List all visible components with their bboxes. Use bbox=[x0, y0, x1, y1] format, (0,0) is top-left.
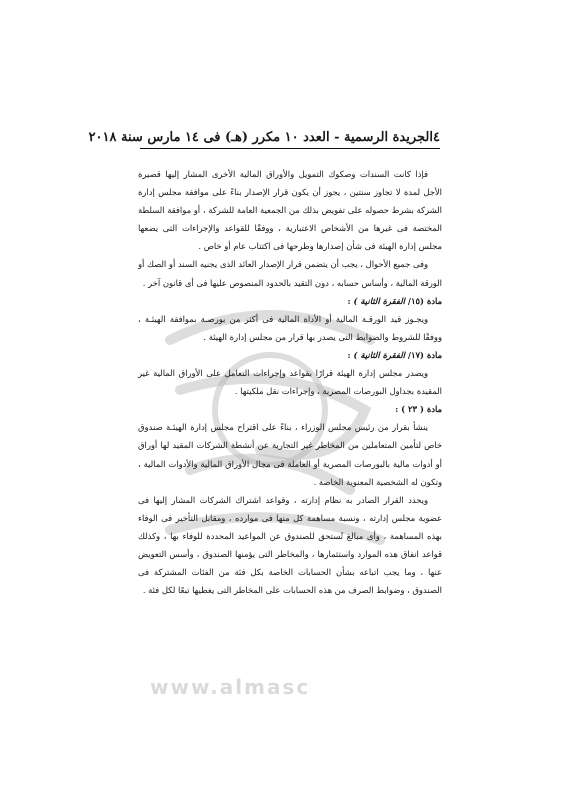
paragraph: ينشأ بقرار من رئيس مجلس الوزراء ، بناءً على اقتراح مجلس إدارة الهيئـة صندوق خاص لتأمين المتعاملين من المخاطر غير التجارية عن أنشطة الشركات المقيد لها أوراق أو أدوات مالية بالبورصات المصرية أو العاملة فى مجال الأوراق المالية والأدوات المالية ، وتكون له الشخصية المعنوية الخاصة . bbox=[138, 422, 442, 487]
article-heading bbox=[138, 292, 442, 310]
paragraph: وفى جميع الأحوال ، يجب أن يتضمن قرار الإصدار العائد الذى يجنيه السند أو الصك أو الورقة المالية ، وأساس حسابه ، دون التقيد بالحدود المنصوص عليها فى أى قانون آخر . bbox=[138, 259, 442, 288]
paragraph: ويجـوز قيد الورقـة المالية أو الأداة المالية فى أكثر من بورصـة بموافقة الهيئـة ، ووفقًا للشروط والضوابط التى يصدر بها قرار من مجلس إدارة الهيئة . bbox=[138, 313, 442, 342]
document-body bbox=[138, 165, 442, 599]
article-heading bbox=[138, 346, 442, 364]
watermark-url: www.almasc bbox=[150, 675, 311, 699]
article-clause: الفقرة الثانية ) bbox=[353, 295, 408, 306]
article-number: مادة (١٥/ bbox=[407, 295, 442, 306]
paragraph: فإذا كانت السندات وصكوك التمويل والأوراق المالية الأخرى المشار إليها قصيرة الأجل لمدة لا تجاوز سنتين ، يجوز أن يكون قرار الإصدار بناءً على موافقة مجلس إدارة الشركة بشرط حصوله على تفويض بذلك من الجمعية العامة للشركة ، أو موافقة السلطة المختصة فى غيرها من الأشخاص الاعتبارية ، ووفقًا للقواعد والإجراءات التى يضعها مجلس إدارة الهيئة فى شأن إصدارها وطرحها فى اكتتاب عام أو خاص . bbox=[138, 169, 442, 252]
paragraph: ويحدد القرار الصادر به نظام إدارته ، وقواعد اشتراك الشركات المشار إليها فى عضوية مجلس إدارته ، ونسبة مساهمة كل منها فى موارده ، ومقابل التأخير فى الوفاء بهذه المساهمة ، وأى مبالغ تُستحق للصندوق عن المواعيد المحددة للوفاء بها ، وكذلك قواعد انفاق هذه الموارد واستثمارها ، والمخاطر التى يؤمنها الصندوق ، وأسس التعويض عنها ، وما يجب اتباعه بشأن الحسابات الخاصة بكل فئة من الفئات المشتركة فى الصندوق ، وضوابط الصرف من هذه الحسابات على المخاطر التى يغطيها تبعًا لكل فئة . bbox=[138, 494, 442, 596]
gazette-header-title: الجريدة الرسمية - العدد ١٠ مكرر (هـ) فى ١٤ مارس سنة ٢٠١٨ bbox=[88, 130, 434, 145]
article-number: مادة (١٧/ bbox=[407, 349, 442, 360]
heading-colon: : bbox=[347, 295, 354, 306]
article-clause: الفقرة الثانية ) bbox=[353, 349, 408, 360]
paragraph: ويصدر مجلس إدارة الهيئة قرارًا بقواعد وإجراءات التعامل على الأوراق المالية غير المقيدة بجداول البورصات المصرية ، وإجراءات نقل ملكيتها . bbox=[138, 368, 442, 397]
page-header bbox=[88, 130, 440, 149]
page-number: ٤ bbox=[433, 130, 440, 145]
heading-colon: : bbox=[347, 349, 354, 360]
article-heading: مادة ( ٢٣ ) : bbox=[395, 404, 442, 415]
